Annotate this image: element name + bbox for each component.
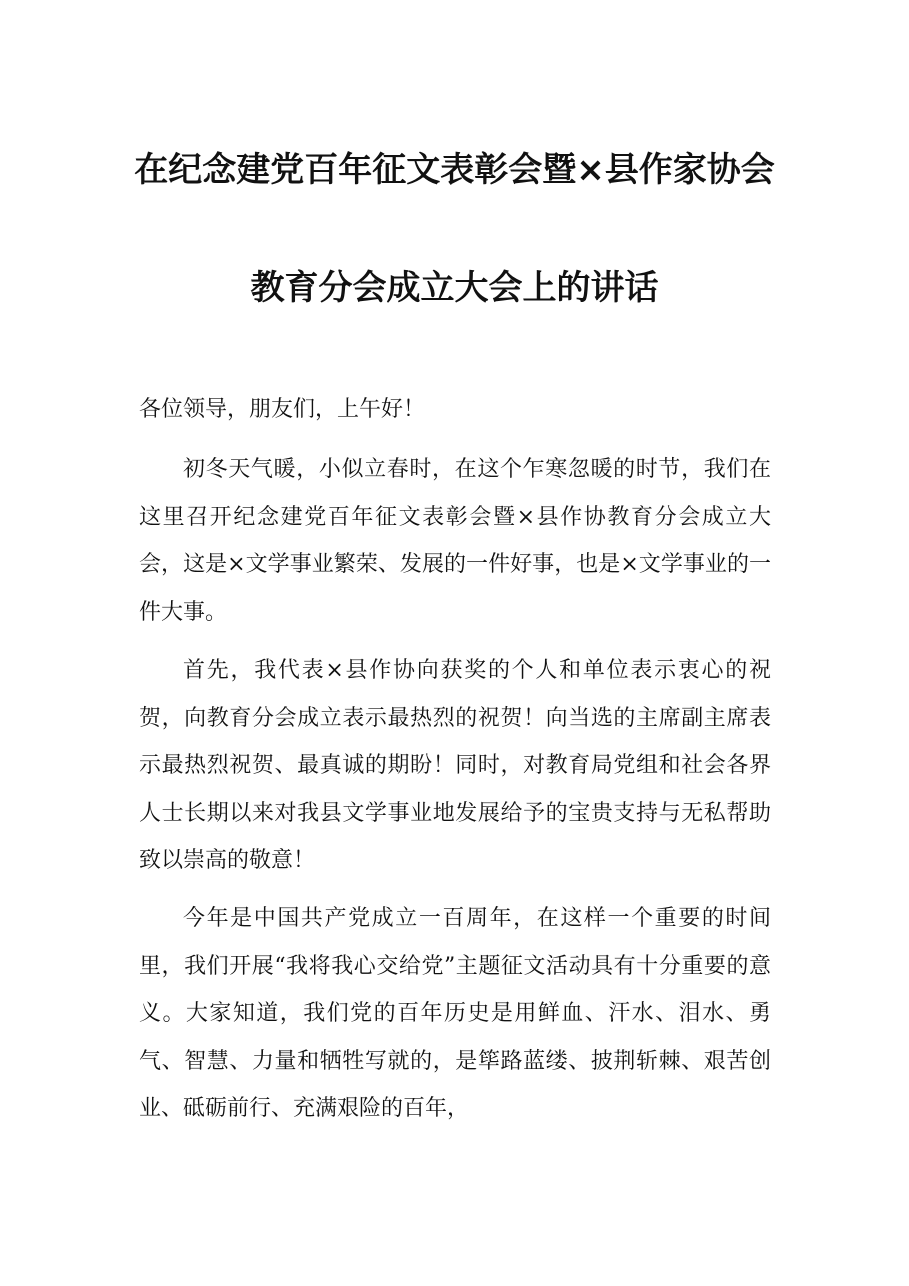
paragraph-2: 首先，我代表×县作协向获奖的个人和单位表示衷心的祝贺，向教育分会成立表示最热烈的祝贺！向当选的主席副主席表示最热烈祝贺、最真诚的期盼！同时，对教育局党组和社会各界人士长期以来对我县文学事业地发展给予的宝贵支持与无私帮助致以崇高的敬意！: [139, 658, 771, 873]
document-title-line-2: 教育分会成立大会上的讲话: [250, 268, 659, 308]
greeting: 各位领导，朋友们，上午好！: [139, 397, 426, 422]
document-title-line-1: 在纪念建党百年征文表彰会暨×县作家协会: [134, 150, 775, 190]
paragraph-3: 今年是中国共产党成立一百周年，在这样一个重要的时间里，我们开展“我将我心交给党”主题征文活动具有十分重要的意义。大家知道，我们党的百年历史是用鲜血、汗水、泪水、勇气、智慧、力量和牺牲写就的，是筚路蓝缕、披荆斩棘、艰苦创业、砥砺前行、充满艰险的百年，: [139, 906, 771, 1121]
paragraph-1: 初冬天气暖，小似立春时，在这个乍寒忽暖的时节，我们在这里召开纪念建党百年征文表彰会暨×县作协教育分会成立大会，这是×文学事业繁荣、发展的一件好事，也是×文学事业的一件大事。: [139, 457, 771, 625]
